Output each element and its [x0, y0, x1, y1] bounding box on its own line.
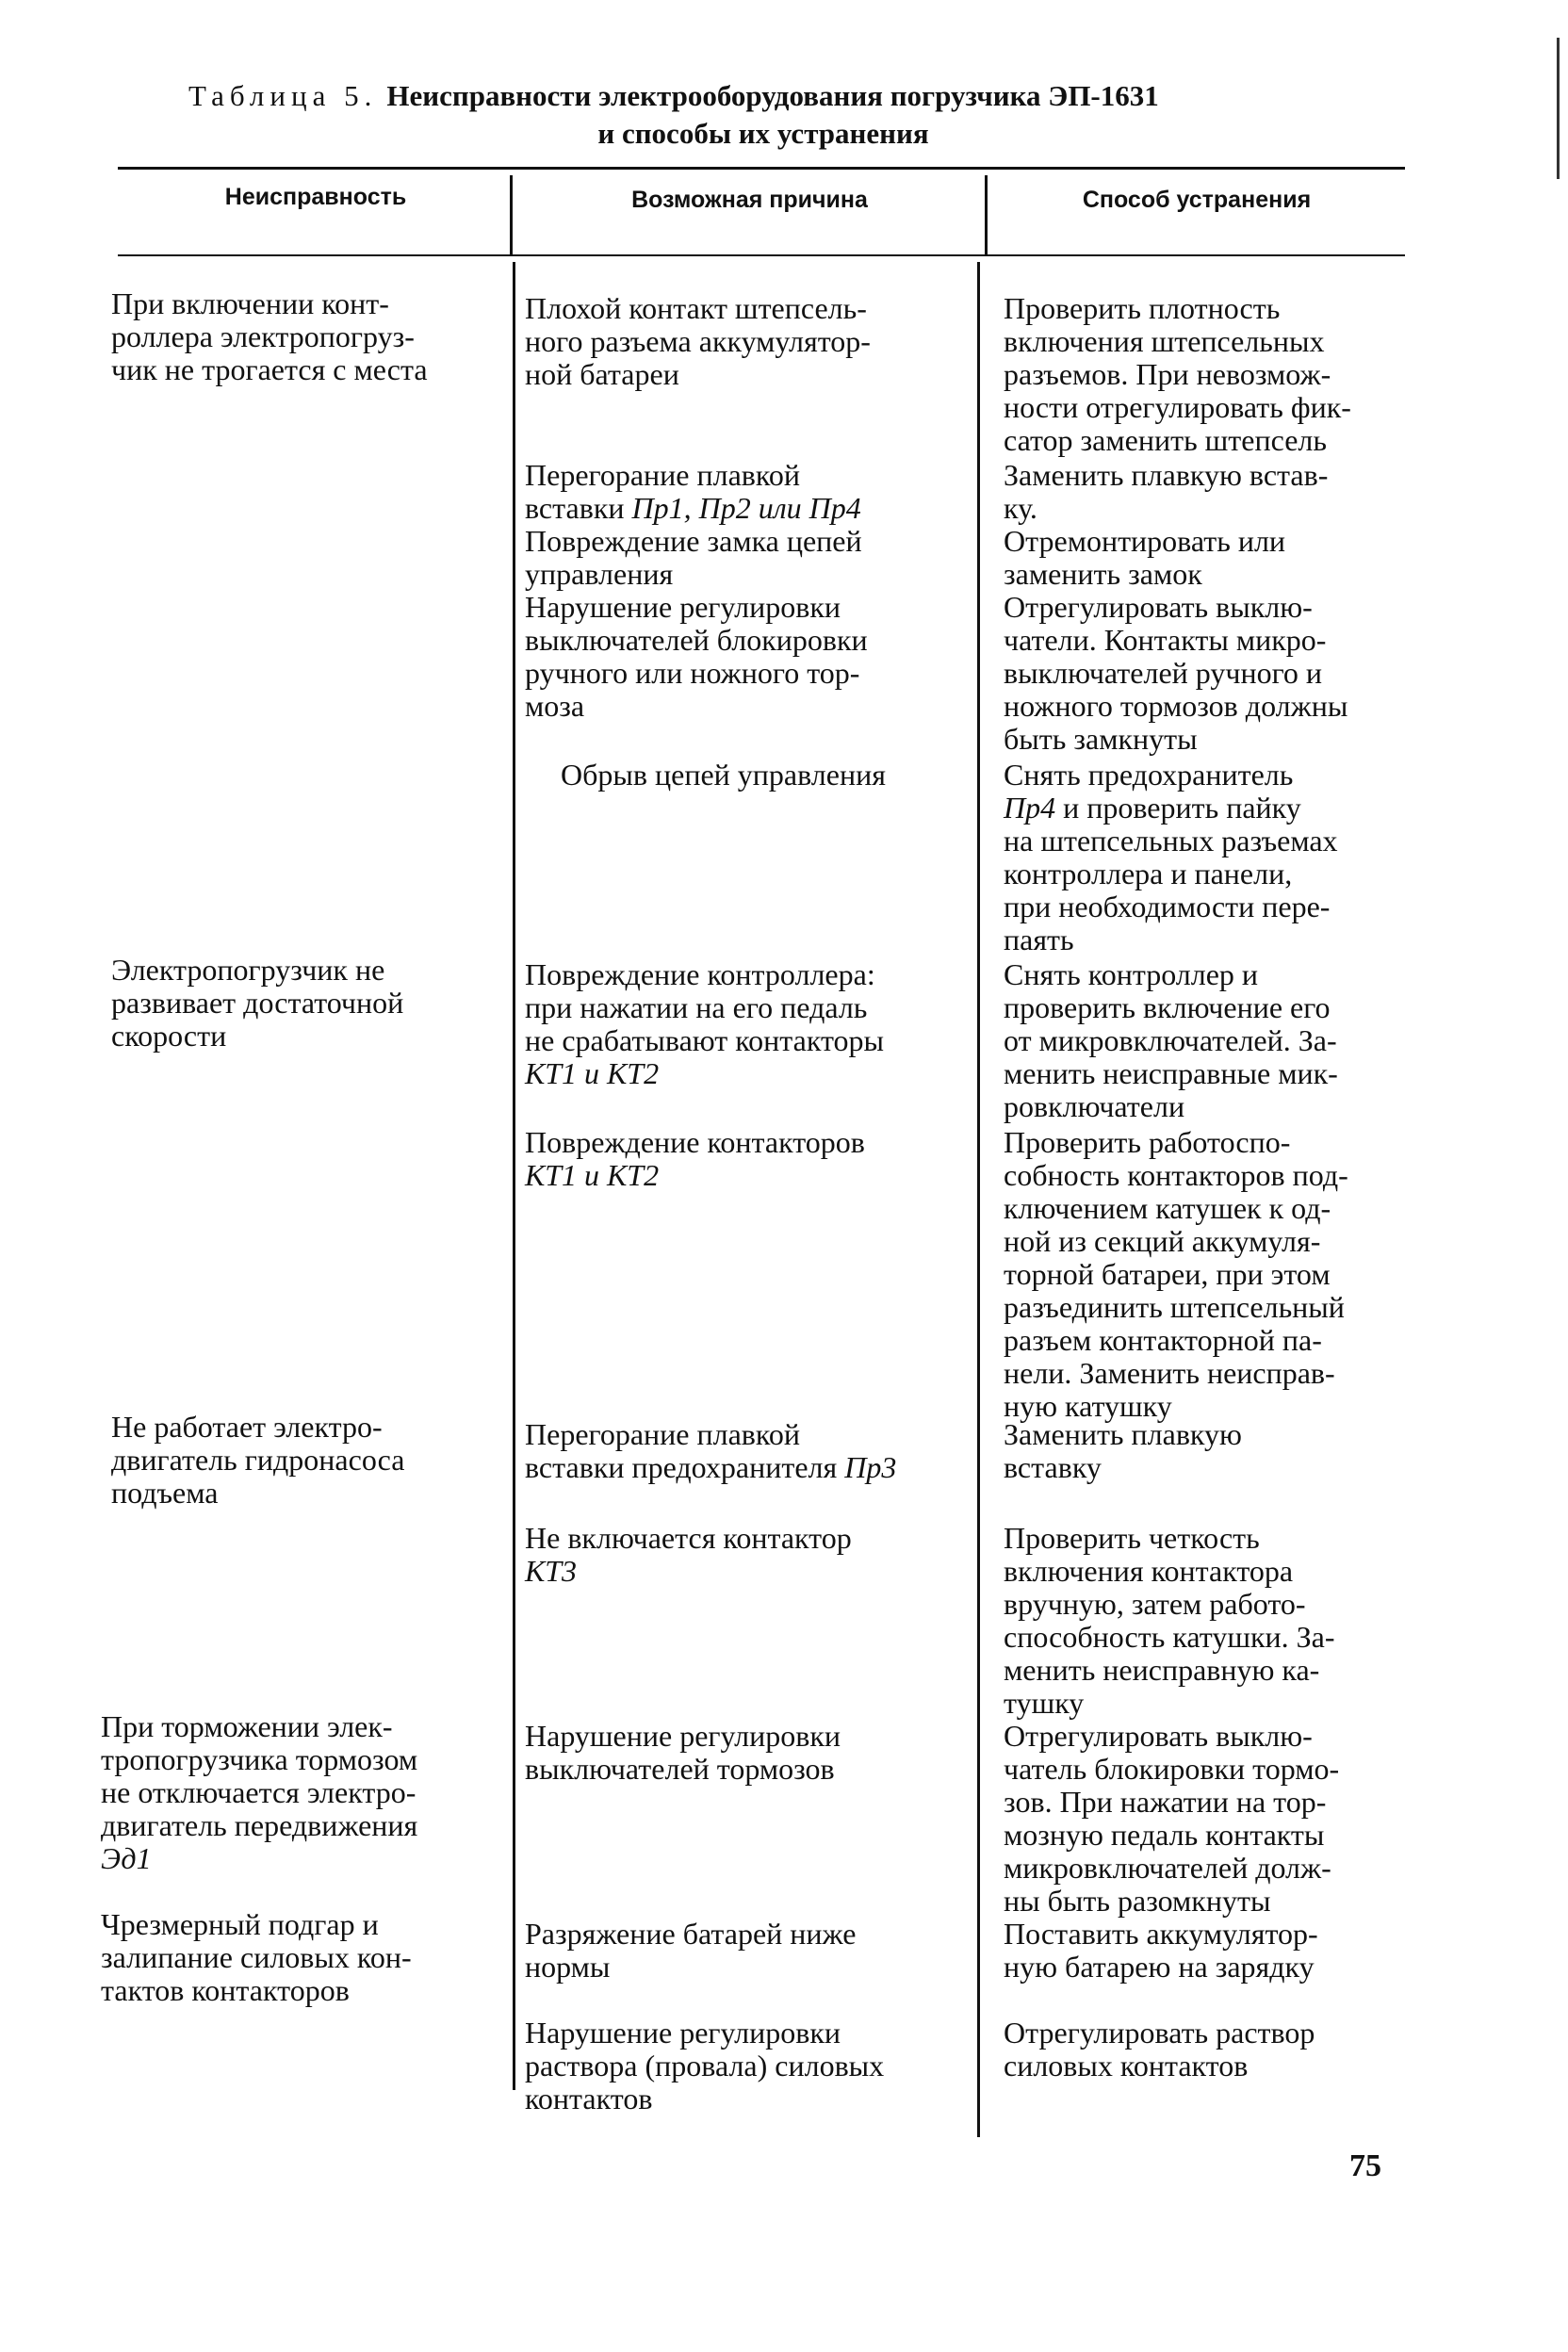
column-divider-2: [977, 262, 980, 2137]
cause-1: Плохой контакт штепсель- ного разъема аккумулятор- ной батареи: [525, 291, 871, 391]
remedy-8: Заменить плавкую вставку: [1004, 1417, 1242, 1484]
header-cause: Возможная причина: [631, 187, 868, 213]
top-rule: [118, 167, 1405, 170]
cause-5: Обрыв цепей управления: [561, 758, 886, 792]
cause-8-fuse: Пр3: [844, 1450, 897, 1484]
page-number: 75: [1349, 2148, 1381, 2183]
header-divider-1: [510, 175, 513, 254]
remedy-1: Проверить плотность включения штепсельных разъемов. При невозмож- ности отрегулировать фик- сатор заменить штепсель: [1004, 291, 1351, 457]
table-title-line2: и способы их устранения: [597, 117, 929, 150]
fault-4-motor: Эд1: [101, 1841, 152, 1875]
remedy-2: Заменить плавкую встав- ку.: [1004, 458, 1329, 525]
cause-9-contactor: КТ3: [525, 1554, 578, 1588]
cause-7-contactors: КТ1 и КТ2: [525, 1158, 660, 1192]
cause-2-fuses: Пр1, Пр2 или Пр4: [631, 491, 861, 525]
remedy-3: Отремонтировать или заменить замок: [1004, 524, 1286, 591]
remedy-5: Снять предохранитель Пр4 и проверить пайку на штепсельных разъемах контроллера и панели, при необходимости пере- паять: [1004, 758, 1338, 956]
header-rule: [118, 254, 1405, 256]
fault-3: Не работает электро- двигатель гидронасоса подъема: [111, 1410, 405, 1510]
cause-8: Перегорание плавкой вставки предохранителя Пр3: [525, 1417, 897, 1484]
remedy-6: Снять контроллер и проверить включение его от микровключателей. За- менить неисправные мик- ровключатели: [1004, 957, 1338, 1123]
scan-edge-mark: [1557, 38, 1560, 179]
column-divider-1: [513, 262, 515, 2090]
remedy-4: Отрегулировать выклю- чатели. Контакты микро- выключателей ручного и ножного тормозов должны быть замкнуты: [1004, 590, 1348, 756]
remedy-11: Поставить аккумулятор- ную батарею на зарядку: [1004, 1917, 1318, 1984]
cause-7: Повреждение контакторов КТ1 и КТ2: [525, 1125, 865, 1192]
cause-11: Разряжение батарей ниже нормы: [525, 1917, 857, 1984]
fault-5: Чрезмерный подгар и залипание силовых кон- тактов контакторов: [101, 1907, 412, 2007]
cause-6-contactors: КТ1 и КТ2: [525, 1056, 660, 1090]
remedy-5-fuse: Пр4: [1004, 791, 1056, 825]
header-fault: Неисправность: [224, 184, 407, 210]
header-divider-2: [985, 175, 988, 254]
remedy-10: Отрегулировать выклю- чатель блокировки тормо- зов. При нажатии на тор- мозную педаль контакты микровключателей долж- ны быть разомкнуты: [1004, 1719, 1340, 1918]
remedy-9: Проверить четкость включения контактора вручную, затем работо- способность катушки. За- менить неисправную ка- тушку: [1004, 1521, 1335, 1720]
cause-6: Повреждение контроллера: при нажатии на его педаль не срабатывают контакторы КТ1 и КТ2: [525, 957, 885, 1090]
cause-2: Перегорание плавкой вставки Пр1, Пр2 или Пр4: [525, 458, 861, 525]
cause-12: Нарушение регулировки раствора (провала) силовых контактов: [525, 2016, 885, 2115]
cause-4: Нарушение регулировки выключателей блокировки ручного или ножного тор- моза: [525, 590, 868, 723]
header-remedy: Способ устранения: [1082, 187, 1312, 213]
remedy-7: Проверить работоспо- собность контакторов под- ключением катушек к од- ной из секций аккумуля- торной батареи, при этом разъединить штепсельный разъем контакторной па- нели. Заменить неисправ- ную катушку: [1004, 1125, 1348, 1423]
cause-10: Нарушение регулировки выключателей тормозов: [525, 1719, 841, 1786]
fault-2: Электропогрузчик не развивает достаточной скорости: [111, 953, 404, 1053]
table-number: Таблица 5.: [188, 79, 378, 112]
cause-9: Не включается контактор КТ3: [525, 1521, 852, 1588]
fault-1: При включении конт- роллера электропогруз- чик не трогается с места: [111, 286, 428, 386]
cause-3: Повреждение замка цепей управления: [525, 524, 862, 591]
fault-4: При торможении элек- тропогрузчика тормозом не отключается электро- двигатель передвижения Эд1: [101, 1709, 418, 1875]
table-title: Неисправности электрооборудования погрузчика ЭП-1631: [386, 79, 1159, 112]
remedy-12: Отрегулировать раствор силовых контактов: [1004, 2016, 1315, 2082]
table-caption: [188, 77, 1338, 153]
